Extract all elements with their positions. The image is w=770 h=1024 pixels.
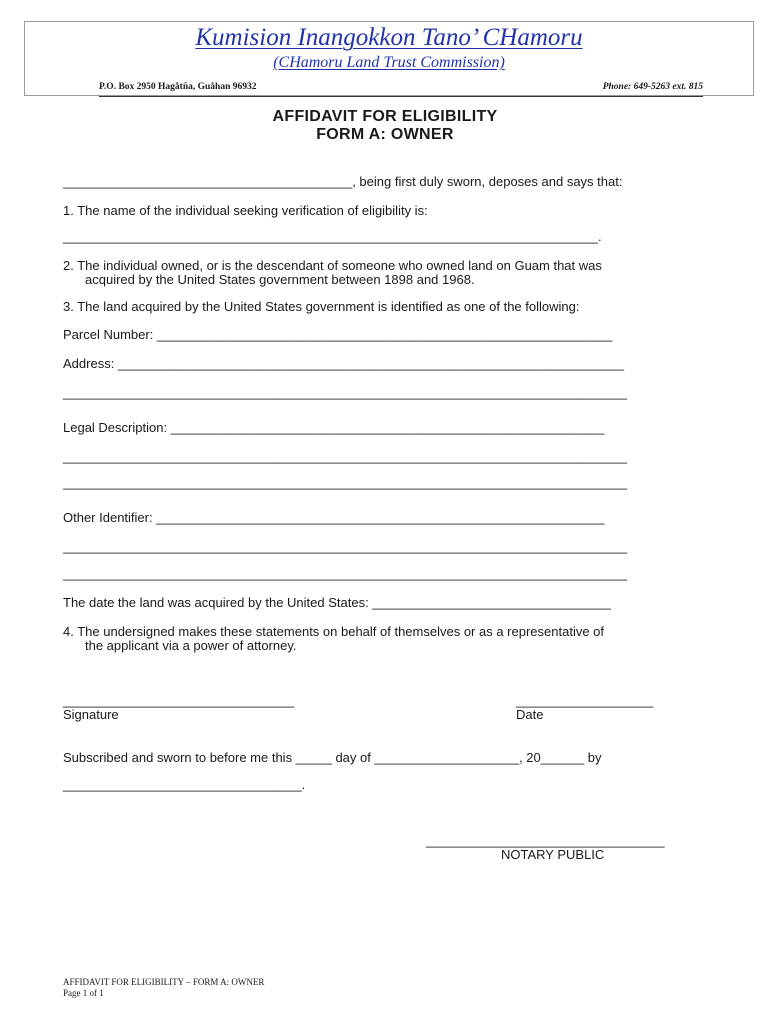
subscribed-sworn-line[interactable]: Subscribed and sworn to before me this _____ day of ____________________, 20______ by — [63, 750, 602, 765]
signature-field[interactable]: ________________________________ — [63, 693, 295, 708]
item-4-text-cont: the applicant via a power of attorney. — [85, 638, 297, 653]
date-field[interactable]: ___________________ — [516, 693, 654, 708]
item-1-text: 1. The name of the individual seeking verification of eligibility is: — [63, 203, 428, 218]
form-title: AFFIDAVIT FOR ELIGIBILITY — [272, 108, 498, 125]
date-label: Date — [516, 707, 544, 722]
other-identifier-field[interactable]: Other Identifier: ______________________________________________________________ — [63, 510, 605, 525]
letterhead — [24, 21, 754, 96]
item-4-text: 4. The undersigned makes these statements on behalf of themselves or as a representative of — [63, 624, 605, 639]
subscribed-by-field[interactable]: _________________________________. — [63, 777, 306, 792]
parcel-number-field[interactable]: Parcel Number: _______________________________________________________________ — [63, 327, 613, 342]
form-subtitle: FORM A: OWNER — [316, 126, 454, 143]
notary-signature-field[interactable]: _________________________________ — [426, 833, 665, 848]
applicant-name-field[interactable]: __________________________________________________________________________. — [63, 229, 602, 244]
footer-form-name: AFFIDAVIT FOR ELIGIBILITY – FORM A: OWNER — [63, 977, 265, 987]
org-address: P.O. Box 2950 Hagåtña, Guåhan 96932 — [99, 82, 257, 92]
deponent-line[interactable]: ________________________________________, being first duly sworn, deposes and says that: — [63, 174, 623, 189]
item-2-text-cont: acquired by the United States government between 1898 and 1968. — [85, 272, 475, 287]
notary-public-label: NOTARY PUBLIC — [501, 847, 605, 862]
other-identifier-cont-1[interactable]: ______________________________________________________________________________ — [63, 539, 627, 554]
address-field-cont[interactable]: ______________________________________________________________________________ — [63, 385, 627, 400]
legal-description-field[interactable]: Legal Description: ____________________________________________________________ — [63, 420, 605, 435]
date-acquired-field[interactable]: The date the land was acquired by the United States: _________________________________ — [63, 595, 611, 610]
org-title: Kumision Inangokkon Tano’ CHamoru — [195, 24, 583, 51]
footer-page-number: Page 1 of 1 — [63, 988, 104, 998]
header-divider — [99, 96, 703, 97]
legal-description-cont-1[interactable]: ______________________________________________________________________________ — [63, 449, 627, 464]
address-field[interactable]: Address: ______________________________________________________________________ — [63, 356, 625, 371]
org-subtitle: (CHamoru Land Trust Commission) — [273, 54, 505, 71]
item-2-text: 2. The individual owned, or is the descendant of someone who owned land on Guam that was — [63, 258, 602, 273]
org-phone: Phone: 649-5263 ext. 815 — [602, 82, 703, 92]
other-identifier-cont-2[interactable]: ______________________________________________________________________________ — [63, 566, 627, 581]
legal-description-cont-2[interactable]: ______________________________________________________________________________ — [63, 475, 627, 490]
signature-label: Signature — [63, 707, 119, 722]
item-3-text: 3. The land acquired by the United States government is identified as one of the following: — [63, 299, 580, 314]
